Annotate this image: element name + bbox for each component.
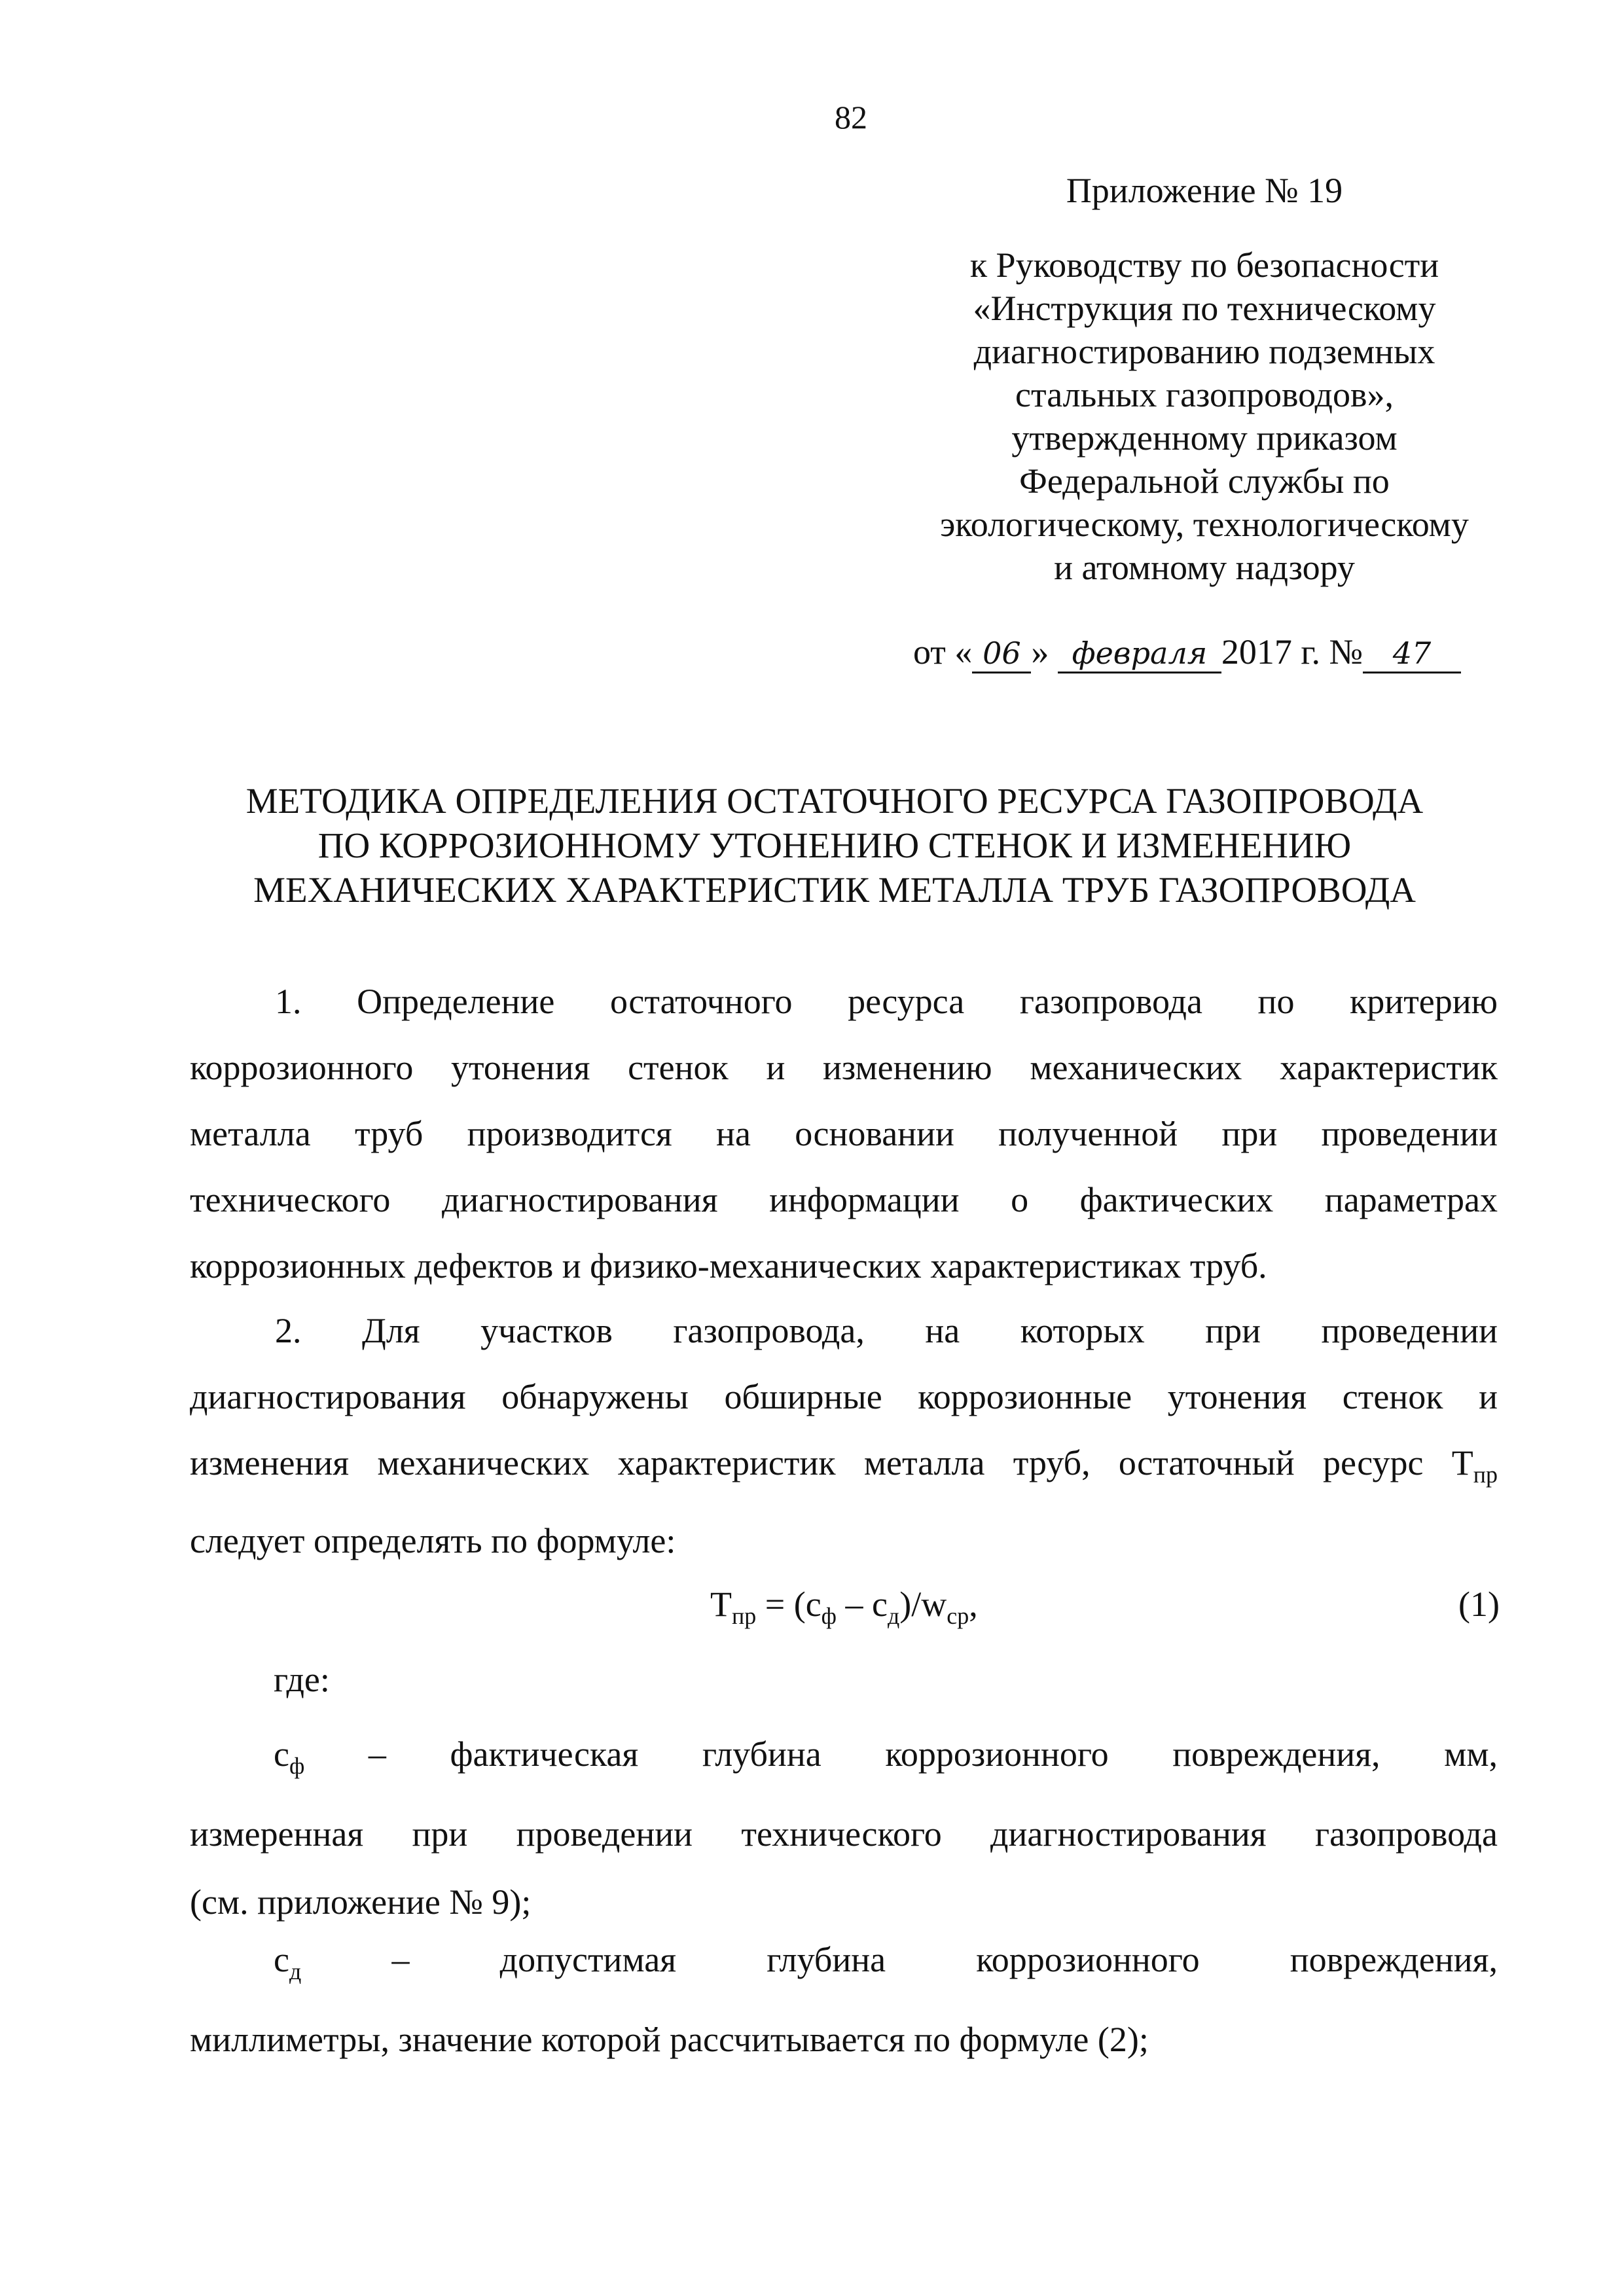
definition-symbol: $c_д$ [274, 1940, 302, 1984]
definition-word: фактическая [450, 1734, 639, 1774]
order-date-line [913, 632, 1461, 673]
appendix-line: к Руководству по безопасности [969, 245, 1439, 285]
formula-1: $T_{пр} = (c_ф - c_д)/w_{ср}$, [710, 1585, 978, 1629]
definition-dash: – [391, 1940, 410, 1979]
definition-head [190, 1720, 1498, 1800]
definition-cf [190, 1720, 1498, 1936]
handwritten-day: 06 [972, 635, 1031, 673]
appendix-line: утвержденному приказом [1011, 418, 1398, 457]
order-prefix: от « [913, 632, 973, 672]
paragraph-line: коррозионного утонения стенок и изменению механических характеристик [190, 1048, 1498, 1087]
formula-number: (1) [1458, 1585, 1500, 1624]
paragraph-line: металла труб производится на основании полученной при проведении [190, 1114, 1498, 1153]
resource-symbol: $T_{пр}$ [1451, 1443, 1498, 1488]
definition-word: коррозионного [885, 1734, 1109, 1774]
definition-word: мм, [1444, 1734, 1498, 1774]
appendix-title: Приложение № 19 [1066, 171, 1343, 210]
definition-word: глубина [702, 1734, 821, 1774]
paragraph-line: 2. Для участков газопровода, на которых при проведении [275, 1311, 1498, 1350]
document-title [190, 779, 1479, 912]
paragraph-line: 1. Определение остаточного ресурса газопровода по критерию [275, 982, 1498, 1021]
definition-dash: – [368, 1734, 386, 1774]
definition-line: измеренная при проведении технического диагностирования газопровода [190, 1814, 1498, 1854]
handwritten-month: февраля [1058, 635, 1221, 673]
definition-cd [190, 1926, 1498, 2073]
definition-word: повреждения, [1172, 1734, 1380, 1774]
page-number: 82 [835, 99, 867, 135]
paragraph-2 [190, 1298, 1498, 1574]
paragraph-line: коррозионных дефектов и физико-механических характеристиках труб. [190, 1246, 1267, 1285]
definition-word: повреждения, [1290, 1940, 1498, 1979]
appendix-line: диагностированию подземных [973, 332, 1435, 371]
definition-head [190, 1926, 1498, 2005]
definition-line: (см. приложение № 9); [190, 1882, 532, 1922]
appendix-line: «Инструкция по техническому [973, 289, 1436, 328]
title-line: МЕХАНИЧЕСКИХ ХАРАКТЕРИСТИК МЕТАЛЛА ТРУБ ГАЗОПРОВОДА [253, 870, 1416, 910]
definition-line: миллиметры, значение которой рассчитывается по формуле (2); [190, 2020, 1149, 2059]
paragraph-line-text: изменения механических характеристик металла труб, остаточный ресурс [190, 1443, 1424, 1482]
paragraph-line: технического диагностирования информации о фактических параметрах [190, 1180, 1498, 1219]
appendix-line: экологическому, технологическому [940, 505, 1469, 544]
where-label: где: [274, 1660, 330, 1699]
paragraph-line: следует определять по формуле: [190, 1521, 676, 1560]
definition-word: коррозионного [976, 1940, 1200, 1979]
paragraph-1 [190, 969, 1498, 1299]
handwritten-number: 47 [1363, 635, 1461, 673]
order-mid: » [1031, 632, 1049, 672]
appendix-line: стальных газопроводов», [1015, 375, 1394, 414]
title-line: МЕТОДИКА ОПРЕДЕЛЕНИЯ ОСТАТОЧНОГО РЕСУРСА ГАЗОПРОВОДА [245, 781, 1424, 821]
definition-symbol: $c_ф$ [274, 1734, 305, 1779]
appendix-reference [897, 243, 1512, 589]
order-year: 2017 г. № [1221, 632, 1363, 672]
definition-word: глубина [767, 1940, 886, 1979]
appendix-line: и атомному надзору [1054, 548, 1355, 587]
title-line: ПО КОРРОЗИОННОМУ УТОНЕНИЮ СТЕНОК И ИЗМЕНЕНИЮ [317, 825, 1352, 865]
appendix-line: Федеральной службы по [1019, 461, 1390, 501]
definition-word: допустимая [499, 1940, 677, 1979]
paragraph-line [190, 1430, 1498, 1508]
paragraph-line: диагностирования обнаружены обширные коррозионные утонения стенок и [190, 1377, 1498, 1416]
